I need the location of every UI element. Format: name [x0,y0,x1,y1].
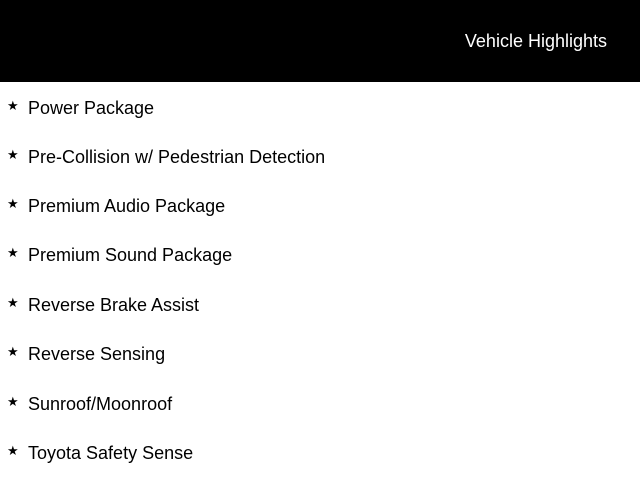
highlight-label: Reverse Sensing [28,344,166,364]
page-title: Vehicle Highlights [464,31,607,51]
star-icon: ★ [7,197,19,212]
star-icon: ★ [7,99,19,114]
star-icon: ★ [7,444,19,459]
highlight-label: Power Package [28,98,155,118]
star-icon: ★ [7,246,19,261]
highlight-label: Premium Sound Package [28,245,233,265]
highlight-label: Toyota Safety Sense [28,443,194,463]
star-icon: ★ [7,395,19,410]
header-bar [0,0,640,82]
highlight-label: Premium Audio Package [28,196,226,216]
list-item [0,96,640,120]
list-item [0,342,640,366]
highlight-label: Sunroof/Moonroof [28,394,173,414]
star-icon: ★ [7,345,19,360]
list-item [0,392,640,416]
list-item [0,194,640,218]
star-icon: ★ [7,148,19,163]
list-item [0,243,640,267]
list-item [0,145,640,169]
list-item [0,441,640,465]
highlight-label: Pre-Collision w/ Pedestrian Detection [28,147,326,167]
list-item [0,293,640,317]
highlight-label: Reverse Brake Assist [28,295,200,315]
star-icon: ★ [7,296,19,311]
